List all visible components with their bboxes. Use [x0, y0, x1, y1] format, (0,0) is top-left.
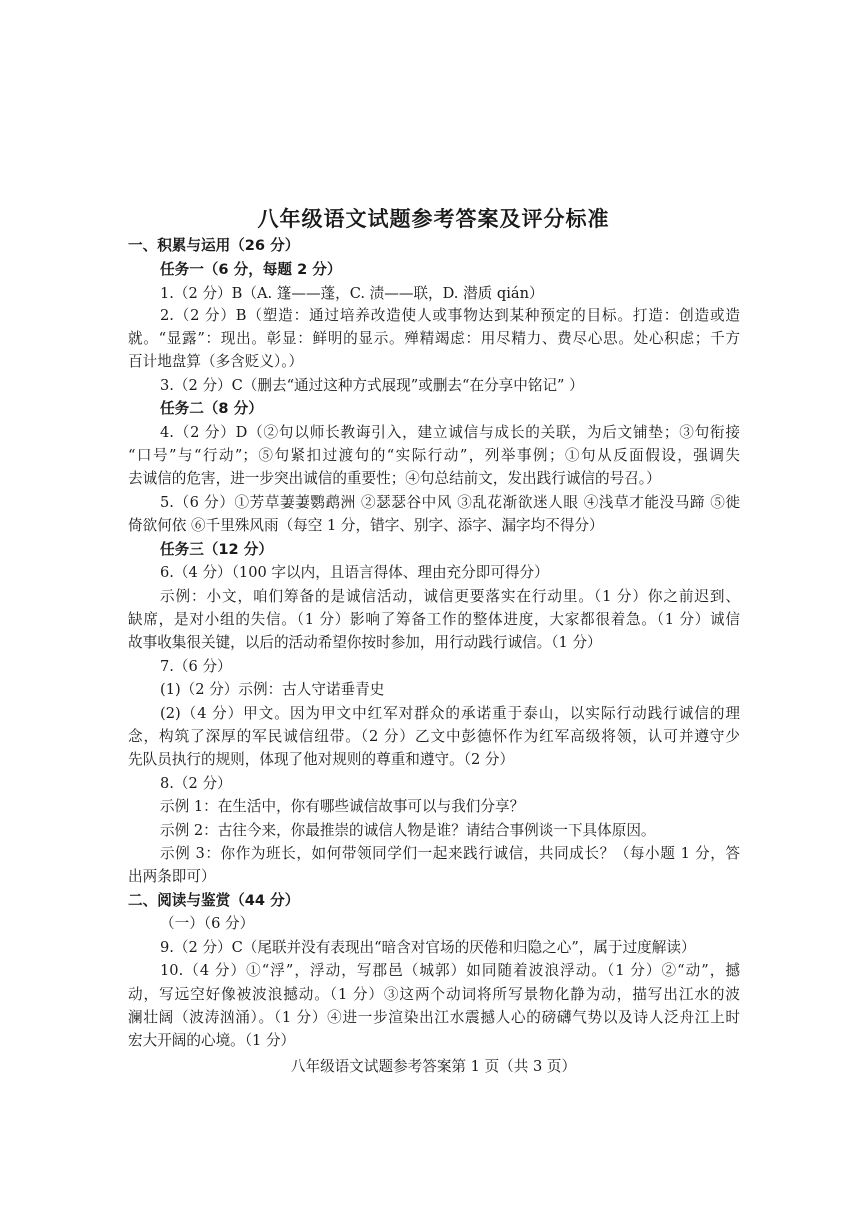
answer-line: “口号”与“行动”；⑤句紧扣过渡句的“实际行动”，列举事例；①句从反面假设，强调失 — [128, 447, 740, 464]
page-footer: 八年级语文试题参考答案第 1 页（共 3 页） — [290, 1058, 577, 1075]
section-heading: 二、阅读与鉴赏（44 分） — [128, 892, 300, 909]
answer-line: 8.（2 分） — [160, 775, 232, 792]
section-heading: 任务一（6 分，每题 2 分） — [160, 261, 342, 278]
section-heading: 任务二（8 分） — [160, 400, 263, 417]
answer-line: 先队员执行的规则，体现了他对规则的尊重和遵守。（2 分） — [128, 751, 515, 768]
page-title: 八年级语文试题参考答案及评分标准 — [257, 207, 610, 231]
answer-line: 就。“显露”：现出。彰显：鲜明的显示。殚精竭虑：用尽精力、费尽心思。处心积虑；千方 — [128, 330, 740, 347]
answer-line: 示例 3：你作为班长，如何带领同学们一起来践行诚信，共同成长？（每小题 1 分，答 — [160, 845, 740, 862]
answer-line: （一）（6 分） — [160, 915, 255, 932]
answer-line: 6.（4 分）（100 字以内，且语言得体、理由充分即可得分） — [160, 564, 549, 581]
answer-line: 动，写远空好像被波浪撼动。（1 分）③这两个动词将所写景物化静为动，描写出江水的波 — [128, 986, 740, 1003]
answer-line: 出两条即可） — [128, 868, 216, 885]
answer-line: 2.（2 分）B（塑造：通过培养改造使人或事物达到某种预定的目标。打造：创造或造 — [160, 307, 740, 324]
answer-line: 百计地盘算（多含贬义）。） — [128, 353, 304, 370]
answer-line: 倚欲何依 ⑥千里殊风雨（每空 1 分，错字、别字、添字、漏字均不得分） — [128, 517, 604, 534]
answer-line: 示例 1：在生活中，你有哪些诚信故事可以与我们分享？ — [160, 798, 525, 815]
answer-line: 3.（2 分）C（删去“通过这种方式展现”或删去“在分享中铭记” ） — [160, 377, 584, 394]
answer-line: 念，构筑了深厚的军民诚信纽带。（2 分）乙文中彭德怀作为红军高级将领，认可并遵守少 — [128, 728, 740, 745]
answer-line: 故事收集很关键，以后的活动希望你按时参加，用行动践行诚信。（1 分） — [128, 634, 602, 651]
answer-line: 去诚信的危害，进一步突出诚信的重要性；④句总结前文，发出践行诚信的号召。） — [128, 470, 661, 487]
answer-line: 5.（6 分）①芳草萋萋鹦鹉洲 ②瑟瑟谷中风 ③乱花渐欲迷人眼 ④浅草才能没马蹄 ⑤徙 — [160, 494, 740, 511]
answer-line: 宏大开阔的心境。（1 分） — [128, 1032, 296, 1049]
answer-line: 示例：小文，咱们筹备的是诚信活动，诚信更要落实在行动里。（1 分）你之前迟到、 — [160, 588, 740, 605]
answer-line: (2)（4 分）甲文。因为甲文中红军对群众的承诺重于泰山，以实际行动践行诚信的理 — [160, 705, 740, 722]
answer-line: 9.（2 分）C（尾联并没有表现出“暗含对官场的厌倦和归隐之心”，属于过度解读） — [160, 939, 696, 956]
answer-line: 10.（4 分）①“浮”，浮动，写郡邑（城郭）如同随着波浪浮动。（1 分）②“动”，撼 — [160, 962, 740, 979]
answer-line: 1.（2 分）B（A. 篷——蓬，C. 渍——联，D. 潜质 qián） — [160, 285, 544, 302]
answer-line: 7.（6 分） — [160, 658, 232, 675]
answer-line: (1)（2 分）示例：古人守诺垂青史 — [160, 681, 385, 698]
answer-line: 示例 2：古往今来，你最推崇的诚信人物是谁？请结合事例谈一下具体原因。 — [160, 822, 656, 839]
answer-line: 4.（2 分）D（②句以师长教诲引入，建立诚信与成长的关联，为后文铺垫；③句衔接 — [160, 424, 740, 441]
section-heading: 任务三（12 分） — [160, 541, 273, 558]
answer-line: 澜壮阔（波涛汹涌）。（1 分）④进一步渲染出江水震撼人心的磅礴气势以及诗人泛舟江上时 — [128, 1009, 740, 1026]
section-heading: 一、积累与运用（26 分） — [128, 237, 300, 254]
answer-line: 缺席，是对小组的失信。（1 分）影响了筹备工作的整体进度，大家都很着急。（1 分）诚信 — [128, 611, 740, 628]
